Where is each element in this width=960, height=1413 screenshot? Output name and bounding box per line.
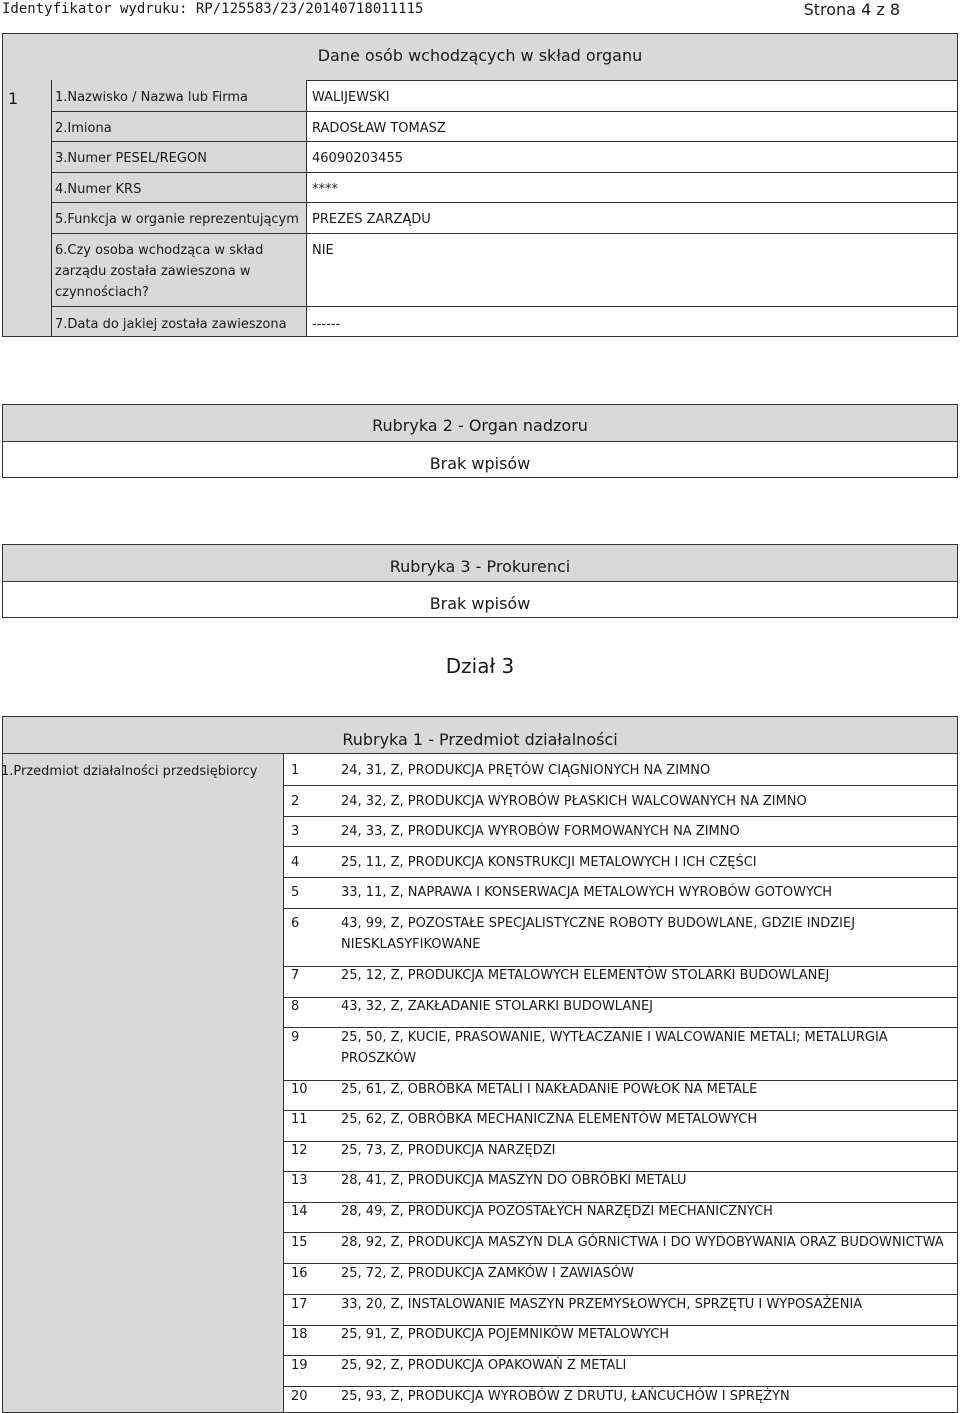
rubryka-3-header: [3, 545, 957, 582]
activity-description: 24, 33, Z, PRODUKCJA WYROBÓW FORMOWANYCH NA ZIMNO: [341, 824, 740, 839]
dzial-3-title: Dział 3: [445, 654, 515, 678]
row-divider: [283, 877, 958, 878]
page-number: Strona 4 z 8: [803, 0, 900, 19]
activity-description: 28, 49, Z, PRODUKCJA POZOSTAŁYCH NARZĘDZI MECHANICZNYCH: [341, 1204, 773, 1219]
activity-number: 17: [291, 1297, 308, 1312]
rubryka-3-status: Brak wpisów: [429, 594, 531, 613]
activity-number: 20: [291, 1389, 308, 1404]
field-label: 3.Numer PESEL/REGON: [55, 151, 207, 166]
activity-number: 14: [291, 1204, 308, 1219]
print-header: [0, 0, 960, 22]
rubryka-2-header: [3, 405, 957, 442]
activity-number: 9: [291, 1030, 300, 1045]
row-divider: [52, 306, 957, 307]
activity-description: 25, 92, Z, PRODUKCJA OPAKOWAŃ Z METALI: [341, 1358, 627, 1373]
activity-description: 33, 11, Z, NAPRAWA I KONSERWACJA METALOWYCH WYROBÓW GOTOWYCH: [341, 885, 833, 900]
rubryka-3-title: Rubryka 3 - Prokurenci: [389, 557, 571, 576]
activity-description: 43, 32, Z, ZAKŁADANIE STOLARKI BUDOWLANEJ: [341, 999, 654, 1014]
activity-description: 25, 11, Z, PRODUKCJA KONSTRUKCJI METALOWYCH I ICH CZĘŚCI: [341, 855, 757, 870]
activity-description: 28, 92, Z, PRODUKCJA MASZYN DLA GÓRNICTWA I DO WYDOBYWANIA ORAZ BUDOWNICTWA: [341, 1235, 944, 1250]
rubryka-1-title: Rubryka 1 - Przedmiot działalności: [342, 730, 618, 749]
field-value: WALIJEWSKI: [312, 90, 390, 105]
activity-number: 6: [291, 916, 300, 931]
activity-description: 24, 31, Z, PRODUKCJA PRĘTÓW CIĄGNIONYCH NA ZIMNO: [341, 763, 711, 778]
activity-number: 4: [291, 855, 300, 870]
rubryka-1-header: [3, 717, 957, 754]
activity-description: 24, 32, Z, PRODUKCJA WYROBÓW PŁASKICH WALCOWANYCH NA ZIMNO: [341, 794, 807, 809]
activity-number: 11: [291, 1112, 308, 1127]
row-divider: [52, 141, 957, 142]
field-label: 6.Czy osoba wchodząca w skład zarządu została zawieszona w czynnościach?: [55, 243, 264, 300]
person-index: 1: [8, 89, 19, 108]
field-value: PREZES ZARZĄDU: [312, 212, 431, 227]
field-value: RADOSŁAW TOMASZ: [312, 121, 446, 136]
field-label: 7.Data do jakiej została zawieszona: [55, 317, 287, 332]
row-divider: [52, 111, 957, 112]
row-divider: [283, 785, 958, 786]
row-divider: [283, 908, 958, 909]
activity-label-column: [3, 754, 284, 1412]
rubryka-2-section: [2, 404, 958, 478]
persons-section: [2, 33, 958, 337]
activity-number: 19: [291, 1358, 308, 1373]
activity-number: 13: [291, 1173, 308, 1188]
activity-number: 10: [291, 1082, 308, 1097]
field-label: 5.Funkcja w organie reprezentującym: [55, 212, 299, 227]
activity-number: 8: [291, 999, 300, 1014]
activity-description: 33, 20, Z, INSTALOWANIE MASZYN PRZEMYSŁOWYCH, SPRZĘTU I WYPOSAŻENIA: [341, 1297, 863, 1312]
persons-title: Dane osób wchodzących w skład organu: [317, 46, 643, 65]
activity-description: 25, 12, Z, PRODUKCJA METALOWYCH ELEMENTÓW STOLARKI BUDOWLANEJ: [341, 968, 830, 983]
persons-header: [3, 34, 957, 81]
rubryka-1-section: [2, 716, 958, 1413]
activity-description: 25, 91, Z, PRODUKCJA POJEMNIKÓW METALOWYCH: [341, 1327, 670, 1342]
activity-number: 5: [291, 885, 300, 900]
activity-description: 25, 93, Z, PRODUKCJA WYROBÓW Z DRUTU, ŁAŃCUCHÓW I SPRĘŻYN: [341, 1389, 790, 1404]
field-value: ****: [312, 182, 338, 197]
activity-number: 7: [291, 968, 300, 983]
field-label: 2.Imiona: [55, 121, 112, 136]
row-divider: [52, 202, 957, 203]
activity-description: 25, 61, Z, OBRÓBKA METALI I NAKŁADANIE POWŁOK NA METALE: [341, 1082, 758, 1097]
activity-number: 15: [291, 1235, 308, 1250]
activity-description: 43, 99, Z, POZOSTAŁE SPECJALISTYCZNE ROBOTY BUDOWLANE, GDZIE INDZIEJ NIESKLASYFIKOWANE: [341, 916, 856, 952]
row-divider: [52, 233, 957, 234]
print-identifier: Identyfikator wydruku: RP/125583/23/20140718011115: [2, 1, 424, 17]
activity-number: 3: [291, 824, 300, 839]
field-label: 4.Numer KRS: [55, 182, 142, 197]
row-divider: [283, 846, 958, 847]
activity-description: 28, 41, Z, PRODUKCJA MASZYN DO OBRÓBKI METALU: [341, 1173, 687, 1188]
activity-description: 25, 73, Z, PRODUKCJA NARZĘDZI: [341, 1143, 556, 1158]
activity-number: 18: [291, 1327, 308, 1342]
activity-description: 25, 50, Z, KUCIE, PRASOWANIE, WYTŁACZANIE I WALCOWANIE METALI; METALURGIA PROSZKÓW: [341, 1030, 888, 1066]
activity-number: 12: [291, 1143, 308, 1158]
person-index-column: [3, 80, 52, 336]
rubryka-2-title: Rubryka 2 - Organ nadzoru: [372, 416, 588, 435]
row-divider: [283, 816, 958, 817]
rubryka-2-status: Brak wpisów: [429, 454, 531, 473]
field-value: ------: [312, 317, 341, 332]
activity-number: 2: [291, 794, 300, 809]
row-divider: [52, 172, 957, 173]
activity-label: 1.Przedmiot działalności przedsiębiorcy: [1, 764, 258, 779]
rubryka-3-section: [2, 544, 958, 618]
field-label: 1.Nazwisko / Nazwa lub Firma: [55, 90, 248, 105]
activity-description: 25, 62, Z, OBRÓBKA MECHANICZNA ELEMENTÓW METALOWYCH: [341, 1112, 758, 1127]
activity-number: 16: [291, 1266, 308, 1281]
activity-number: 1: [291, 763, 300, 778]
field-value: 46090203455: [312, 151, 403, 166]
activity-description: 25, 72, Z, PRODUKCJA ZAMKÓW I ZAWIASÓW: [341, 1266, 634, 1281]
field-value: NIE: [312, 243, 334, 258]
